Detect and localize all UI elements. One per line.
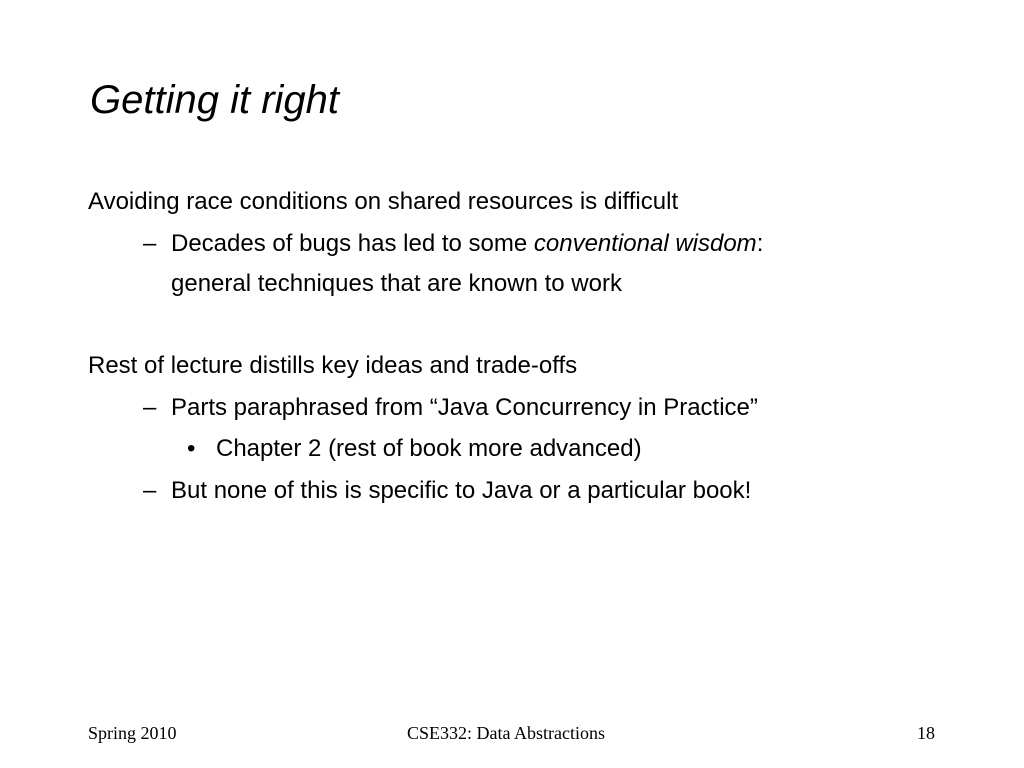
bullet-level1: Rest of lecture distills key ideas and trade-offs — [88, 352, 578, 379]
slide-title: Getting it right — [90, 78, 340, 122]
bullet-level2: But none of this is specific to Java or a particular book! — [171, 477, 752, 504]
dash-marker: – — [143, 230, 157, 257]
bullet-text: : — [756, 230, 764, 257]
emphasis-text: conventional wisdom — [533, 230, 757, 257]
footer-course: CSE332: Data Abstractions — [407, 723, 605, 743]
dash-marker: – — [143, 394, 157, 421]
footer-date: Spring 2010 — [88, 723, 177, 743]
footer-page-number: 18 — [917, 723, 935, 743]
bullet-text: Decades of bugs has led to some — [171, 230, 534, 257]
bullet-level2 — [171, 229, 763, 259]
dot-marker: • — [187, 435, 196, 462]
bullet-level2-continuation: general techniques that are known to work — [171, 270, 622, 297]
dash-marker: – — [143, 477, 157, 504]
bullet-level2: Parts paraphrased from “Java Concurrency in Practice” — [171, 394, 758, 421]
bullet-level3: Chapter 2 (rest of book more advanced) — [216, 435, 642, 462]
bullet-level1: Avoiding race conditions on shared resources is difficult — [88, 188, 679, 215]
